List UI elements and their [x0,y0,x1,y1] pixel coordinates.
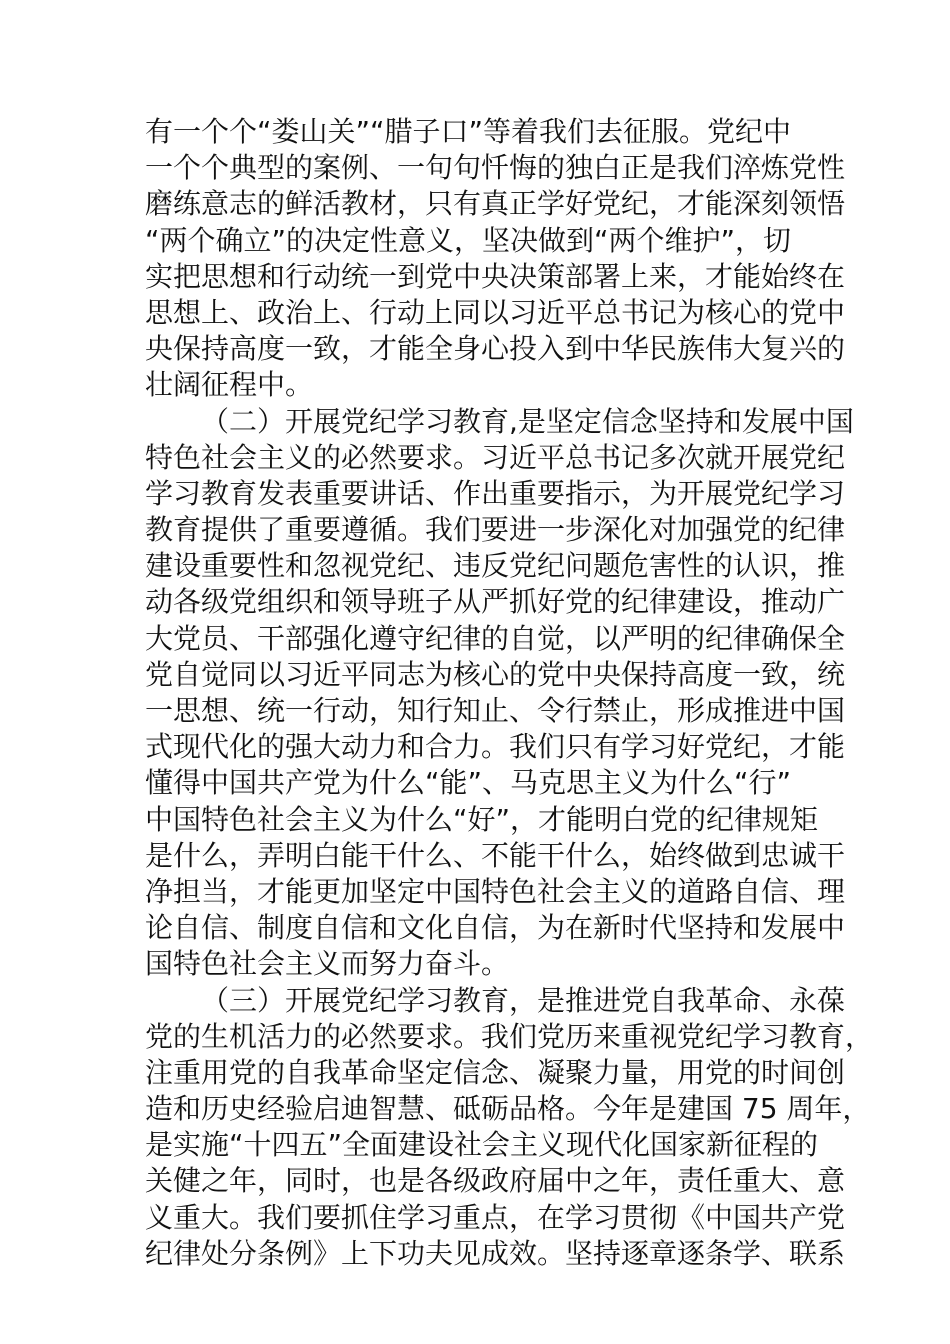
text-line: 实把思想和行动统一到党中央决策部署上来，才能始终在 [145,259,846,293]
text-line: 动各级党组织和领导班子从严抓好党的纪律建设，推动广 [145,585,846,619]
text-line: 教育提供了重要遵循。我们要进一步深化对加强党的纪律 [145,513,846,547]
text-line: 注重用党的自我革命坚定信念、凝聚力量，用党的时间创 [145,1055,846,1089]
text-line: 式现代化的强大动力和合力。我们只有学习好党纪，才能 [145,730,846,764]
text-line: 党自觉同以习近平同志为核心的党中央保持高度一致，统 [145,657,846,691]
text-line: 央保持高度一致，才能全身心投入到中华民族伟大复兴的 [145,332,846,366]
text-line: 学习教育发表重要讲话、作出重要指示，为开展党纪学习 [145,476,846,510]
body-text [145,114,874,1272]
text-line: “两个确立”的决定性意义，坚决做到“两个维护”，切 [145,223,792,257]
text-line: 磨练意志的鲜活教材，只有真正学好党纪，才能深刻领悟 [145,187,846,221]
paragraph-2-first-line: （二）开展党纪学习教育,是坚定信念坚持和发展中国 [201,404,854,438]
text-line: 一思想、统一行动，知行知止、令行禁止，形成推进中国 [145,694,846,727]
text-line: 大党员、干部强化遵守纪律的自觉，以严明的纪律确保全 [145,621,846,655]
text-line: 一个个典型的案例、一句句忏悔的独白正是我们淬炼党性 [145,151,846,185]
text-line: 是实施“十四五”全面建设社会主义现代化国家新征程的 [145,1128,819,1162]
text-line: 懂得中国共产党为什么“能”、马克思主义为什么“行” [145,766,792,800]
text-line: 党的生机活力的必然要求。我们党历来重视党纪学习教育， [145,1019,874,1053]
text-line: 有一个个“娄山关”“腊子口”等着我们去征服。党纪中 [145,115,792,148]
text-line: 国特色社会主义而努力奋斗。 [145,947,510,981]
text-line: 义重大。我们要抓住学习重点，在学习贯彻《中国共产党 [145,1200,846,1234]
text-line: 造和历史经验启迪智慧、砥砺品格。今年是建国 75 周年， [145,1092,871,1126]
text-line: 净担当，才能更加坚定中国特色社会主义的道路自信、理 [145,874,846,908]
text-line: 纪律处分条例》上下功夫见成效。坚持逐章逐条学、联系 [145,1236,846,1270]
text-line: 论自信、制度自信和文化自信，为在新时代坚持和发展中 [145,911,846,945]
text-line: 关健之年，同时，也是各级政府届中之年，责任重大、意 [145,1164,846,1198]
text-line: 特色社会主义的必然要求。习近平总书记多次就开展党纪 [145,440,846,474]
text-line: 壮阔征程中。 [145,368,314,402]
paragraph-3-first-line: （三）开展党纪学习教育，是推进党自我革命、永葆 [201,983,846,1017]
text-line: 思想上、政治上、行动上同以习近平总书记为核心的党中 [145,295,846,329]
text-line: 是什么，弄明白能干什么、不能干什么，始终做到忠诚干 [145,838,846,872]
text-line: 中国特色社会主义为什么“好”，才能明白党的纪律规矩 [145,802,819,836]
text-line: 建设重要性和忽视党纪、违反党纪问题危害性的认识，推 [145,549,846,583]
